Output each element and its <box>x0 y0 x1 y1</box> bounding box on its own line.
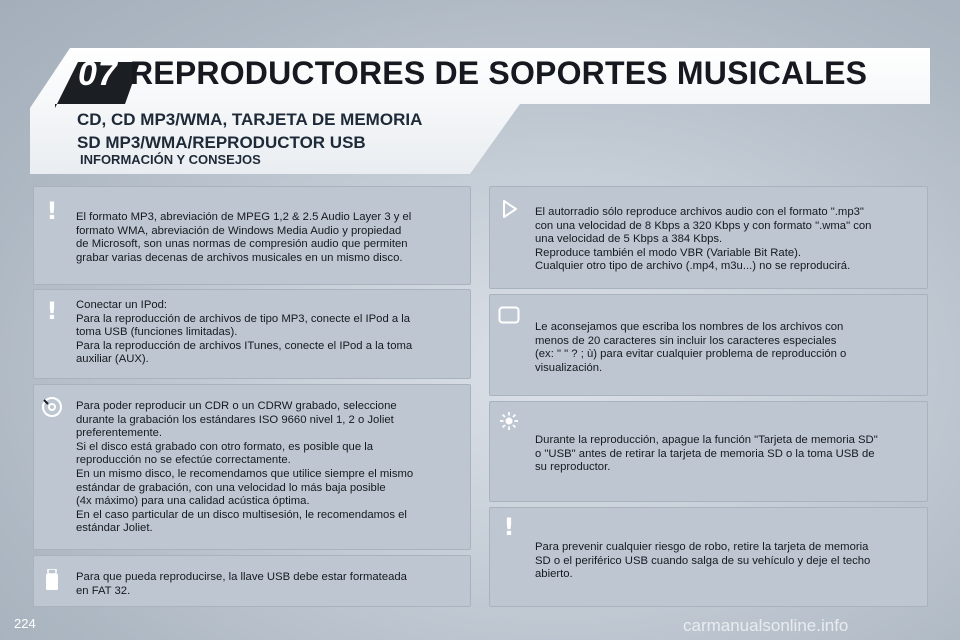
info-card <box>489 401 928 502</box>
play-icon <box>497 197 521 221</box>
card-text: Para poder reproducir un CDR o un CDRW grabado, seleccione durante la grabación los estándares ISO 9660 nivel 1, 2 o Joliet preferentemente. Si el disco está grabado con otro formato, es posible que la reproducción no se efectúe correctamente. En un mismo disco, le recomendamos que utilice siempre el mismo estándar de grabación, con una velocidad lo más baja posible (4x máximo) para una calidad acústica óptima. En el caso particular de un disco multisesión, le recomendamos el estándar Joliet. <box>76 400 414 535</box>
card-text: Le aconsejamos que escriba los nombres de los archivos con menos de 20 caracteres sin incluir los caracteres especiales (ex: " " ? ; ù) para evitar cualquier problema de reproducción o visualización. <box>535 321 847 374</box>
warning-icon: ! <box>46 197 58 225</box>
card-text: Para que pueda reproducirse, la llave USB debe estar formateada en FAT 32. <box>76 571 407 597</box>
page-title: REPRODUCTORES DE SOPORTES MUSICALES <box>130 55 868 91</box>
info-card <box>489 186 928 289</box>
card-text: El autorradio sólo reproduce archivos audio con el formato ".mp3" con una velocidad de 8 Kbps a 320 Kbps y con formato ".wma" con una velocidad de 5 Kbps a 384 Kbps. Reproduce también el modo VBR (Variable Bit Rate). Cualquier otro tipo de archivo (.mp4, m3u...) no se reproducirá. <box>535 206 872 273</box>
info-card <box>33 289 471 379</box>
warning-icon: ! <box>503 513 515 541</box>
card-text: Para prevenir cualquier riesgo de robo, retire la tarjeta de memoria SD o el periférico USB cuando salga de su vehículo y deje el techo abierto. <box>535 541 871 581</box>
info-card <box>489 507 928 607</box>
page-number: 224 <box>14 616 36 631</box>
card-text: Conectar un IPod: Para la reproducción de archivos de tipo MP3, conecte el IPod a la toma USB (funciones limitadas). Para la reproducción de archivos ITunes, conecte el IPod a la toma auxiliar (AUX). <box>76 299 413 366</box>
eco-icon <box>497 409 521 433</box>
info-card <box>33 186 471 285</box>
warning-icon: ! <box>46 297 58 325</box>
card-text: El formato MP3, abreviación de MPEG 1,2 & 2.5 Audio Layer 3 y el formato WMA, abreviación de Windows Media Audio y propiedad de Microsoft, son unas normas de compresión audio que permiten grabar varias decenas de archivos musicales en un mismo disco. <box>76 211 412 264</box>
chapter-number: 07 <box>78 55 118 93</box>
subtitle-line-1: CD, CD MP3/WMA, TARJETA DE MEMORIA <box>77 110 423 129</box>
subtitle-line-2: SD MP3/WMA/REPRODUCTOR USB <box>77 133 366 152</box>
watermark: carmanualsonline.info <box>683 616 849 635</box>
disc-icon <box>40 395 64 419</box>
card-text: Durante la reproducción, apague la función "Tarjeta de memoria SD" o "USB" antes de retirar la tarjeta de memoria SD o la toma USB de su reproductor. <box>535 434 878 474</box>
usb-key-icon <box>40 568 64 592</box>
screen-icon <box>497 303 521 327</box>
info-card <box>33 384 471 550</box>
info-card <box>33 555 471 607</box>
section-heading: INFORMACIÓN Y CONSEJOS <box>80 152 261 167</box>
info-card <box>489 294 928 396</box>
